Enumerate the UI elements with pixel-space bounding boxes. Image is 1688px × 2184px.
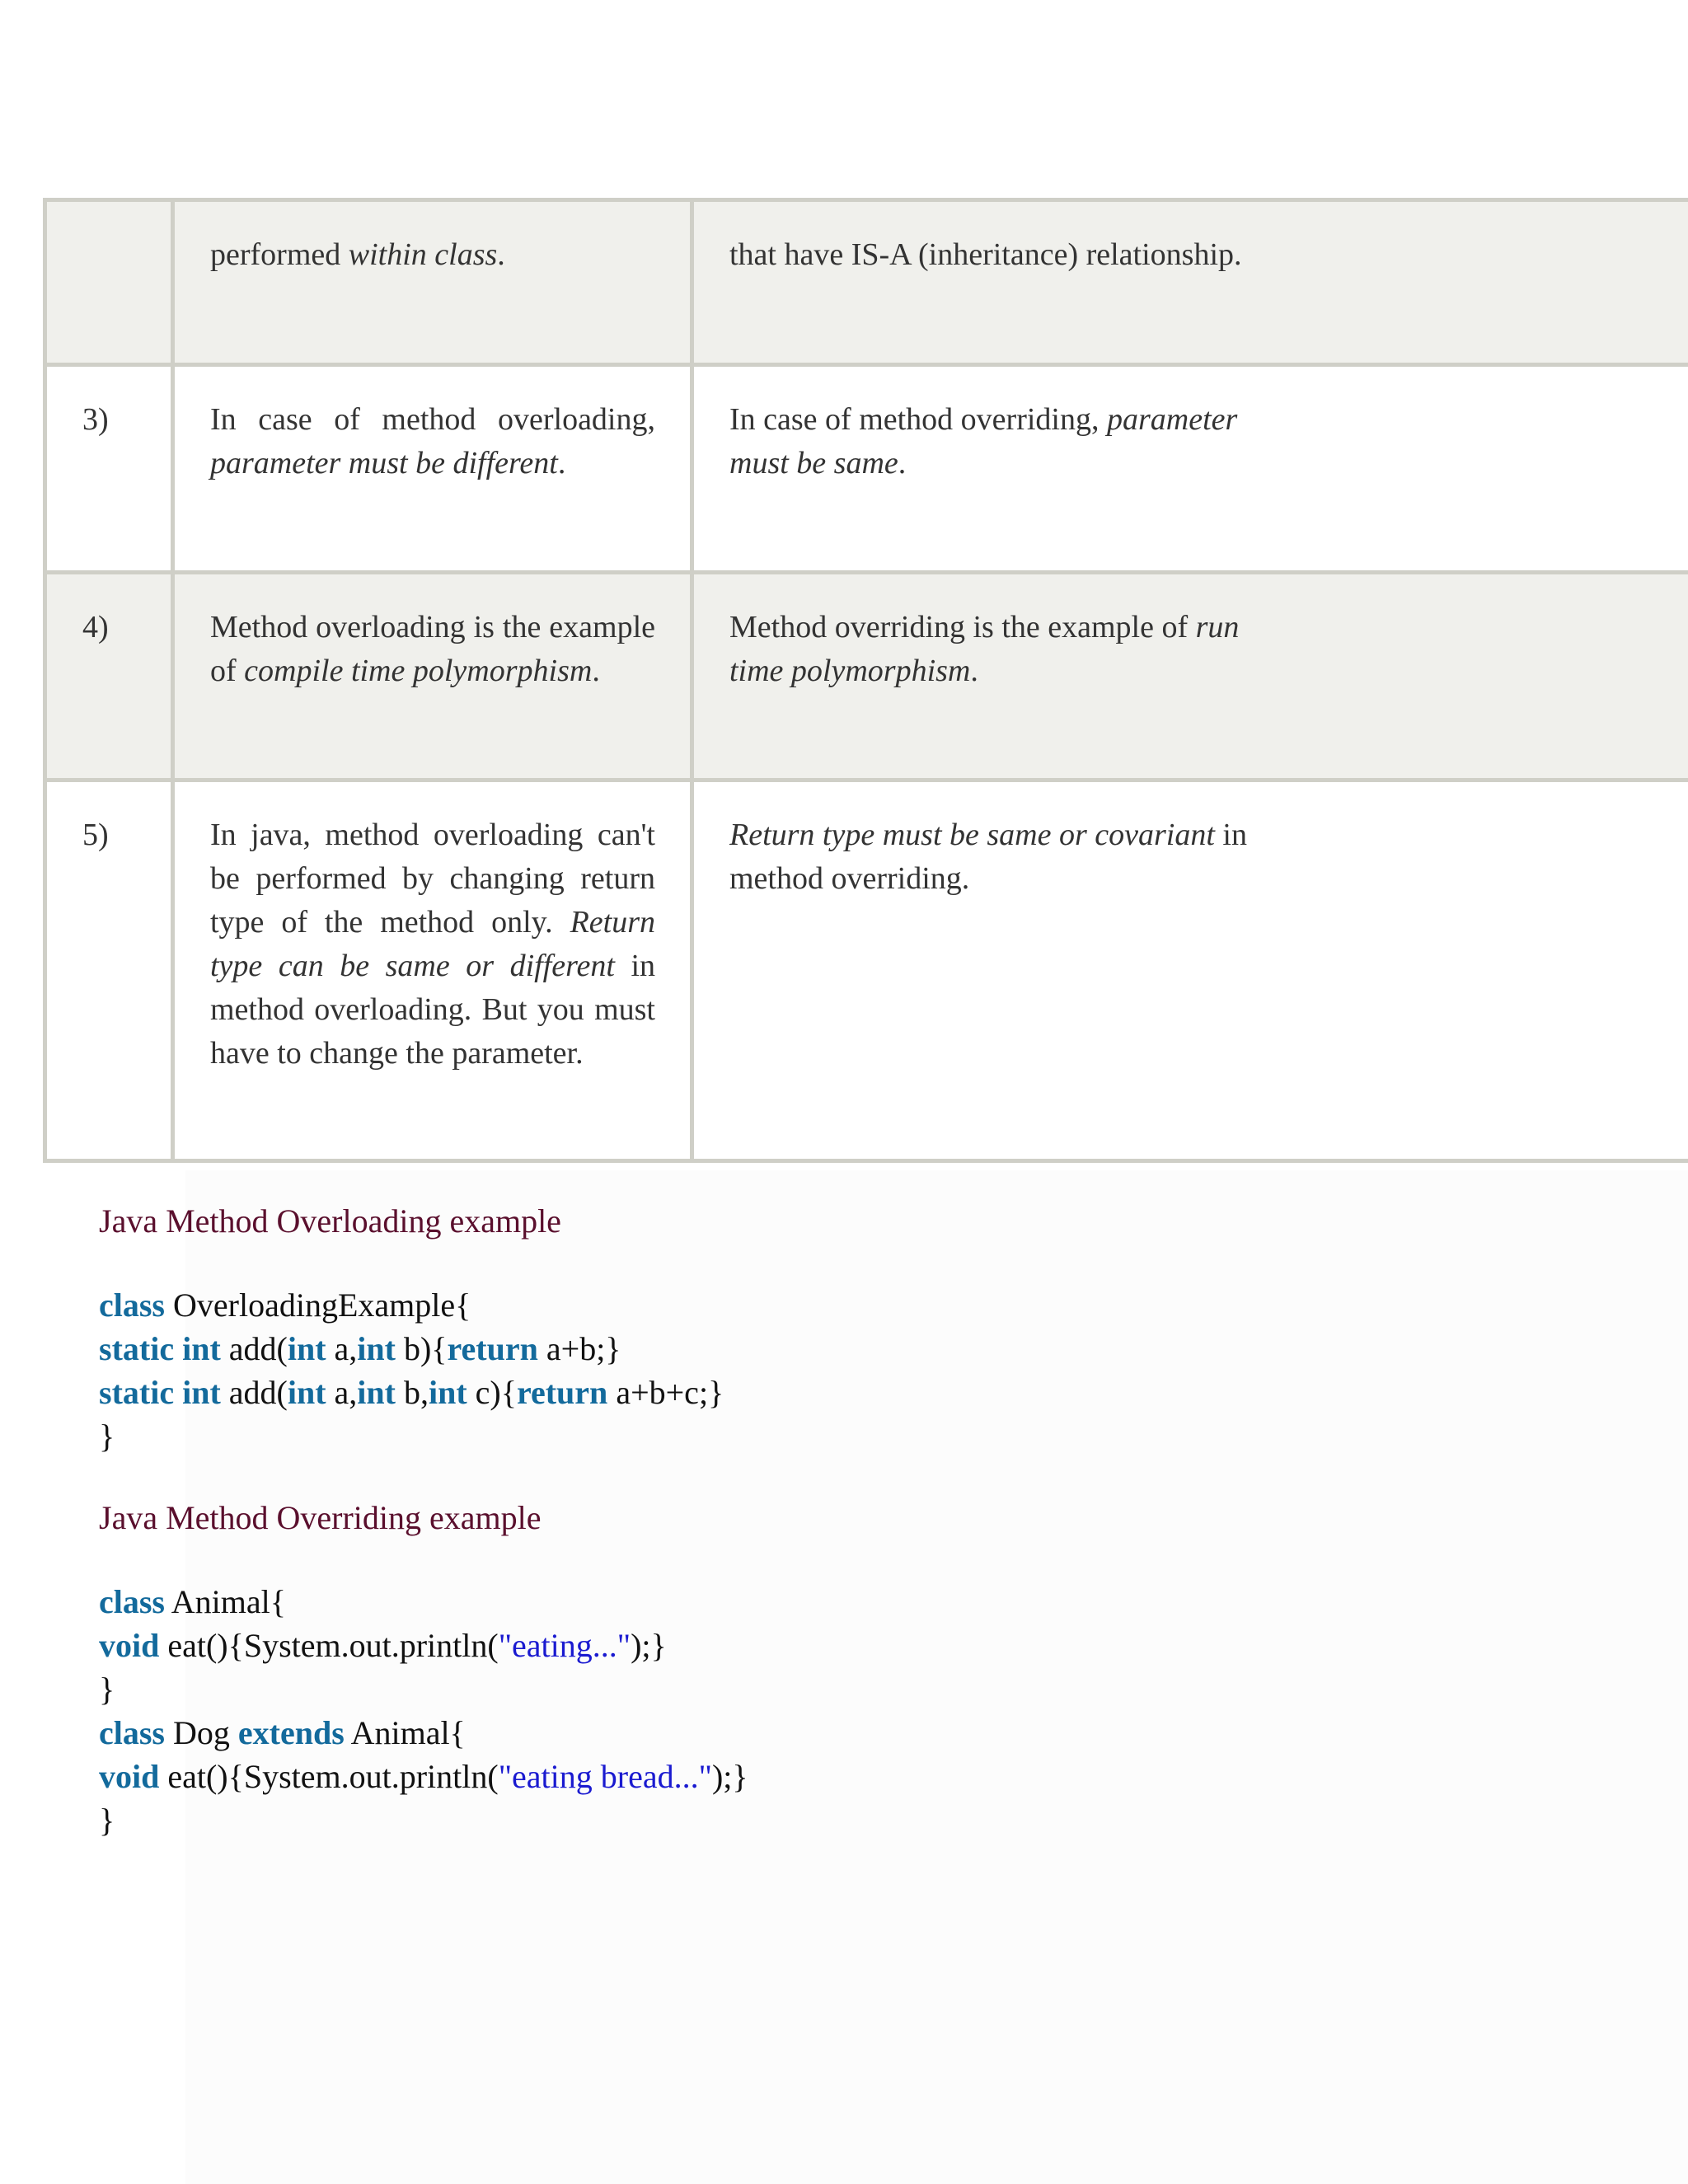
table-row [45,573,1688,780]
text-run: In java, method overloading can't be performed by changing return type of the method only. [210,818,655,940]
row-number: 5) [82,818,109,852]
code-token: add( [220,1374,288,1411]
table-row [45,200,1688,365]
code-line [99,1667,748,1711]
code-keyword: extends [237,1714,345,1751]
overloading-cell [173,780,692,1161]
overloading-text [175,574,690,724]
row-number-cell [45,780,173,1161]
code-token: } [99,1418,115,1455]
code-token: a+b;} [537,1330,621,1367]
overriding-example-heading: Java Method Overriding example [99,1499,542,1536]
code-keyword: int [182,1330,221,1367]
overriding-cell [692,573,1688,780]
table-row [45,365,1688,573]
code-token: a, [326,1330,358,1367]
code-keyword: class [99,1583,165,1620]
code-line [99,1283,724,1327]
code-keyword: int [287,1330,326,1367]
code-string: "eating bread..." [498,1758,712,1795]
text-run: . [592,654,600,688]
code-keyword: int [357,1330,396,1367]
italic-text-run: compile time polymorphism [244,654,593,688]
text-run: in method overloading. But you must have to change the parameter. [210,949,655,1071]
code-token: );} [631,1627,667,1664]
code-line [99,1755,748,1798]
text-run: Method overloading is the example of [210,610,655,688]
row-number-cell [45,200,173,365]
text-run: that have IS-A (inheritance) relationship. [729,237,1242,272]
code-keyword: static [99,1330,175,1367]
code-token: );} [711,1758,748,1795]
text-run: performed [210,237,349,272]
text-run: In case of method overriding, [729,402,1107,437]
code-line [99,1711,748,1755]
text-run: . [898,446,907,480]
code-token: OverloadingExample{ [165,1286,471,1324]
code-token: Animal{ [344,1714,466,1751]
code-line [99,1624,748,1667]
code-token: } [99,1802,115,1839]
text-run: . [497,237,505,272]
overloading-text [175,202,690,308]
row-number: 3) [82,402,109,437]
italic-text-run: Return type must be same or covariant [729,818,1215,852]
row-number: 4) [82,610,109,644]
code-token: add( [220,1330,288,1367]
row-number-cell [45,573,173,780]
italic-text-run: parameter must be same [729,402,1238,480]
text-run: Method overriding is the example of [729,610,1196,644]
overriding-text [694,202,1308,308]
overriding-code-block [99,1580,748,1842]
text-run: in method overriding. [729,818,1247,896]
overriding-text [694,574,1308,724]
code-keyword: int [182,1374,221,1411]
code-token: a+b+c;} [607,1374,724,1411]
text-run: . [970,654,978,688]
code-keyword: static [99,1374,175,1411]
code-keyword: void [99,1758,160,1795]
overriding-cell [692,365,1688,573]
code-token: Animal{ [165,1583,286,1620]
code-string: "eating..." [498,1627,631,1664]
code-line [99,1371,724,1414]
overloading-text [175,367,690,517]
italic-text-run: Return type can be same or different [210,905,655,983]
overriding-cell [692,780,1688,1161]
overloading-cell [173,365,692,573]
overriding-text [694,782,1308,932]
italic-text-run: within class [348,237,498,272]
code-line [99,1798,748,1842]
overloading-code-block [99,1283,724,1458]
code-line [99,1327,724,1371]
code-token: c){ [467,1374,517,1411]
code-token: eat(){System.out.println( [159,1627,499,1664]
text-run: . [557,446,566,480]
code-keyword: int [287,1374,326,1411]
code-keyword: int [357,1374,396,1411]
overloading-cell [173,573,692,780]
overriding-text [694,367,1308,517]
code-keyword: return [447,1330,538,1367]
code-line [99,1580,748,1624]
code-keyword: return [516,1374,608,1411]
code-token: eat(){System.out.println( [159,1758,499,1795]
code-keyword: int [428,1374,467,1411]
code-keyword: void [99,1627,160,1664]
code-token [174,1374,182,1411]
overriding-cell [692,200,1688,365]
comparison-table [43,198,1688,1163]
text-run: In case of method overloading, [210,402,655,437]
code-token: b, [395,1374,429,1411]
italic-text-run: run time polymorphism [729,610,1240,688]
overloading-example-heading: Java Method Overloading example [99,1202,561,1240]
code-keyword: class [99,1714,165,1751]
table-row [45,780,1688,1161]
row-number-cell [45,365,173,573]
code-token: Dog [165,1714,238,1751]
overloading-text [175,782,690,1107]
code-line [99,1414,724,1458]
code-token: a, [326,1374,358,1411]
row-number [47,202,171,233]
code-keyword: class [99,1286,165,1324]
code-token: } [99,1671,115,1708]
code-token [174,1330,182,1367]
overloading-cell [173,200,692,365]
code-token: b){ [395,1330,448,1367]
italic-text-run: parameter must be different [210,446,558,480]
